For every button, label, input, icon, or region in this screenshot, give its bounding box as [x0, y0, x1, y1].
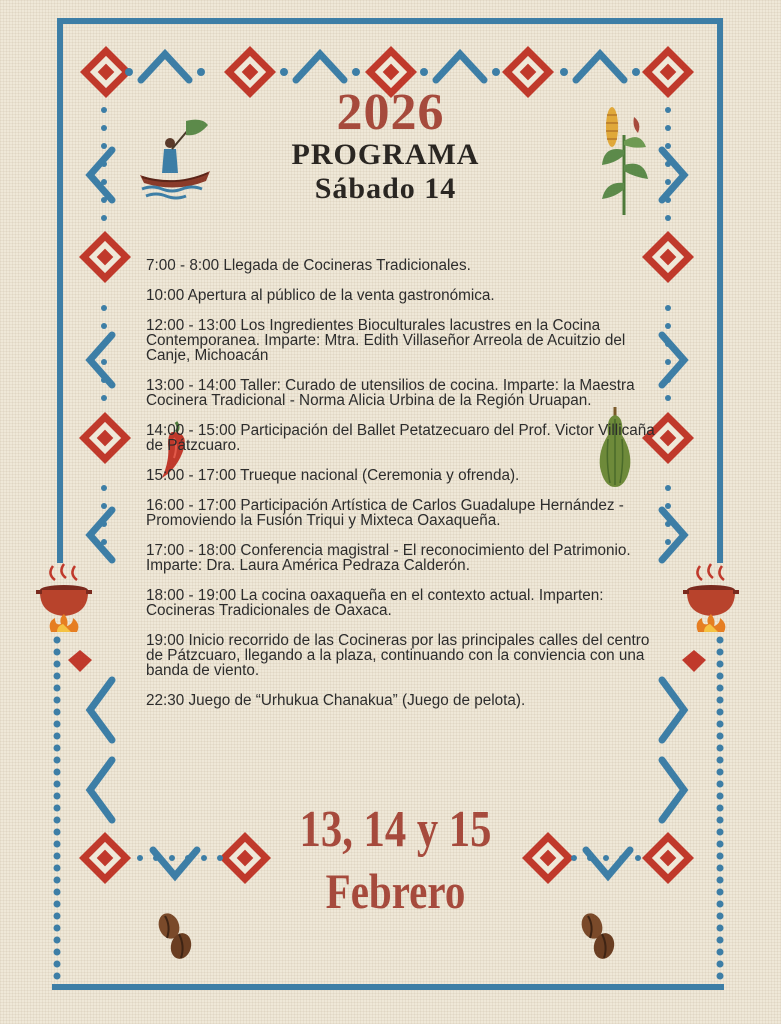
year-heading: 2026	[336, 84, 445, 141]
schedule-item: 17:00 - 18:00 Conferencia magistral - El reconocimiento del Patrimonio. Imparte: Dra. Laura América Pedraza Calderón.	[146, 542, 631, 574]
schedule-item: 7:00 - 8:00 Llegada de Cocineras Tradicionales.	[146, 257, 471, 274]
chevron-ornament	[90, 680, 112, 740]
schedule-item: 22:30 Juego de “Urhukua Chanakua” (Juego de pelota).	[146, 692, 526, 709]
zigzag-ornament	[576, 54, 624, 80]
event-dates: 13, 14 y 15	[299, 801, 492, 858]
zigzag-ornament	[141, 54, 189, 80]
chevron-ornament	[662, 335, 684, 385]
corn-plant-icon	[598, 105, 652, 217]
cooking-pot-fire-icon	[680, 562, 742, 634]
chevron-ornament	[662, 680, 684, 740]
diamond-ornament	[682, 650, 706, 672]
schedule-item: 10:00 Apertura al público de la venta gastronómica.	[146, 287, 495, 304]
chevron-ornament	[90, 510, 112, 560]
event-month: Febrero	[325, 863, 466, 919]
page-subtitle: Sábado 14	[314, 172, 457, 205]
schedule-item: 12:00 - 13:00 Los Ingredientes Bioculturales lacustres en la Cocina Contemporanea. Imparte: Mtra. Edith Villaseñor Arreola de Acuitzio del Canje, Michoacán	[146, 317, 626, 364]
canoe-fisherman-icon	[136, 115, 216, 200]
cooking-pot-fire-icon	[33, 562, 95, 634]
zigzag-ornament	[296, 54, 344, 80]
schedule-list	[146, 258, 656, 723]
schedule-item: 19:00 Inicio recorrido de las Cocineras por las principales calles del centro de Pátzcuaro, llegando a la plaza, continuando con la conviencia con una banda de viento.	[146, 632, 650, 679]
schedule-item: 18:00 - 19:00 La cocina oaxaqueña en el contexto actual. Imparten: Cocineras Tradicionales de Oaxaca.	[146, 587, 604, 619]
schedule-item: 13:00 - 14:00 Taller: Curado de utensilios de cocina. Imparte: la Maestra Cocinera Tradicional - Norma Alicia Urbina de la Región Uruapan.	[146, 377, 635, 409]
schedule-item: 16:00 - 17:00 Participación Artística de Carlos Guadalupe Hernández - Promoviendo la Fusión Triqui y Mixteca Oaxaqueña.	[146, 497, 624, 529]
zigzag-ornament	[436, 54, 484, 80]
chevron-ornament	[90, 335, 112, 385]
diamond-ornament	[68, 650, 92, 672]
schedule-item: 14:00 - 15:00 Participación del Ballet Petatzecuaro del Prof. Victor Villicaña de Pátzcuaro.	[146, 422, 655, 454]
schedule-item: 15:00 - 17:00 Trueque nacional (Ceremonia y ofrenda).	[146, 467, 520, 484]
page-title: PROGRAMA	[291, 138, 480, 171]
chevron-ornament	[662, 510, 684, 560]
